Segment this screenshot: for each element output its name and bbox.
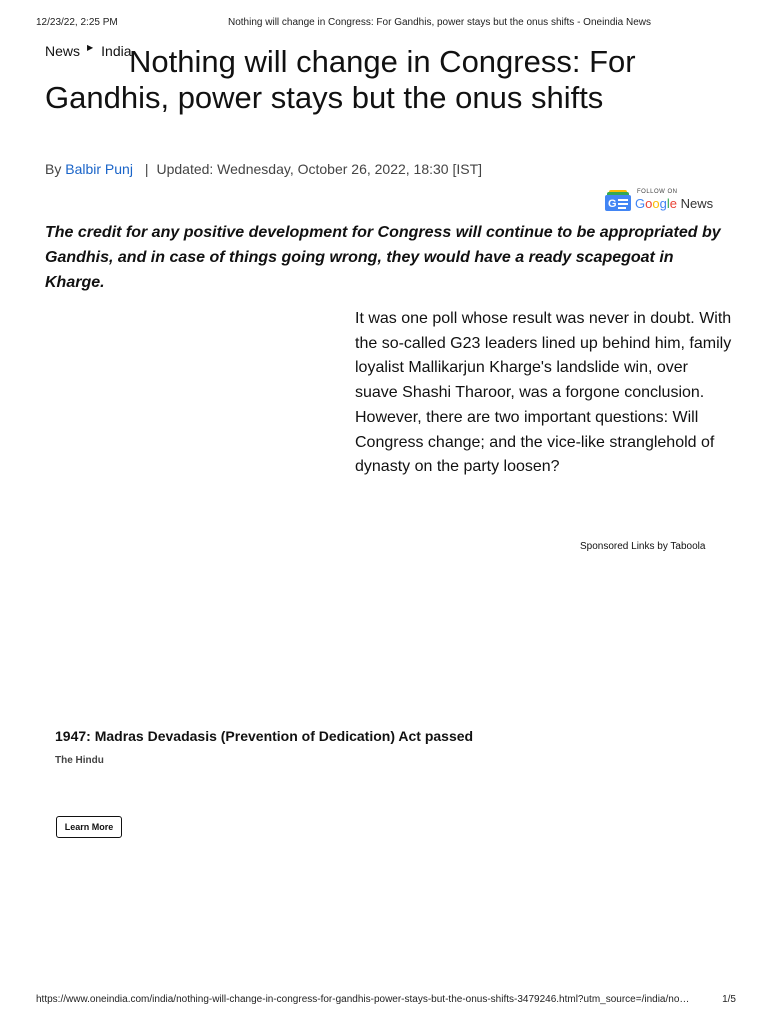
print-date: 12/23/22, 2:25 PM xyxy=(36,17,118,28)
byline-prefix: By xyxy=(45,161,62,177)
follow-on-label: FOLLOW ON xyxy=(637,189,678,195)
learn-more-button[interactable]: Learn More xyxy=(56,816,122,838)
page-number: 1/5 xyxy=(722,994,736,1005)
google-news-icon xyxy=(604,190,632,212)
author-link[interactable]: Balbir Punj xyxy=(65,161,133,177)
print-footer xyxy=(36,994,736,1008)
print-page-title: Nothing will change in Congress: For Gandhis, power stays but the onus shifts - Oneindia News xyxy=(228,17,651,28)
updated-timestamp: Updated: Wednesday, October 26, 2022, 18:30 [IST] xyxy=(156,161,483,177)
breadcrumb-arrow-icon: ▶ xyxy=(87,43,94,52)
sponsored-links-label[interactable]: Sponsored Links by Taboola xyxy=(580,541,706,552)
page-title xyxy=(45,44,695,116)
article-summary: The credit for any positive development for Congress will continue to be appropriated by Gandhis, and in case of things going wrong, they would have a ready scapegoat in Kharge. xyxy=(45,224,721,291)
breadcrumb-item-india[interactable]: India xyxy=(101,43,132,59)
svg-text:G: G xyxy=(608,198,617,210)
headline-text: Nothing will change in Congress: For Gandhis, power stays but the onus shifts xyxy=(45,44,636,115)
breadcrumb-item-news[interactable]: News xyxy=(45,43,81,59)
google-wordmark: Google xyxy=(635,196,677,211)
page-url: https://www.oneindia.com/india/nothing-will-change-in-congress-for-gandhis-power-stays-but-the-onus-shifts-3479246.html?utm_source=/india/no… xyxy=(36,994,690,1005)
news-wordmark: News xyxy=(680,196,714,211)
article-body-paragraph: It was one poll whose result was never in doubt. With the so-called G23 leaders lined up behind him, family loyalist Mallikarjun Kharge's landslide win, over suave Shashi Tharoor, was a forgone conclusion. However, there are two important questions: Will Congress change; and the vice-like stranglehold of dynasty on the party loosen? xyxy=(355,310,732,476)
sponsored-ad-title[interactable]: 1947: Madras Devadasis (Prevention of Dedication) Act passed xyxy=(55,728,474,744)
byline xyxy=(45,161,482,177)
byline-separator: | xyxy=(144,161,149,177)
sponsored-ad-source: The Hindu xyxy=(55,755,104,766)
google-news-brand xyxy=(635,196,713,211)
follow-google-news-button[interactable] xyxy=(604,188,716,214)
print-header xyxy=(36,17,732,31)
